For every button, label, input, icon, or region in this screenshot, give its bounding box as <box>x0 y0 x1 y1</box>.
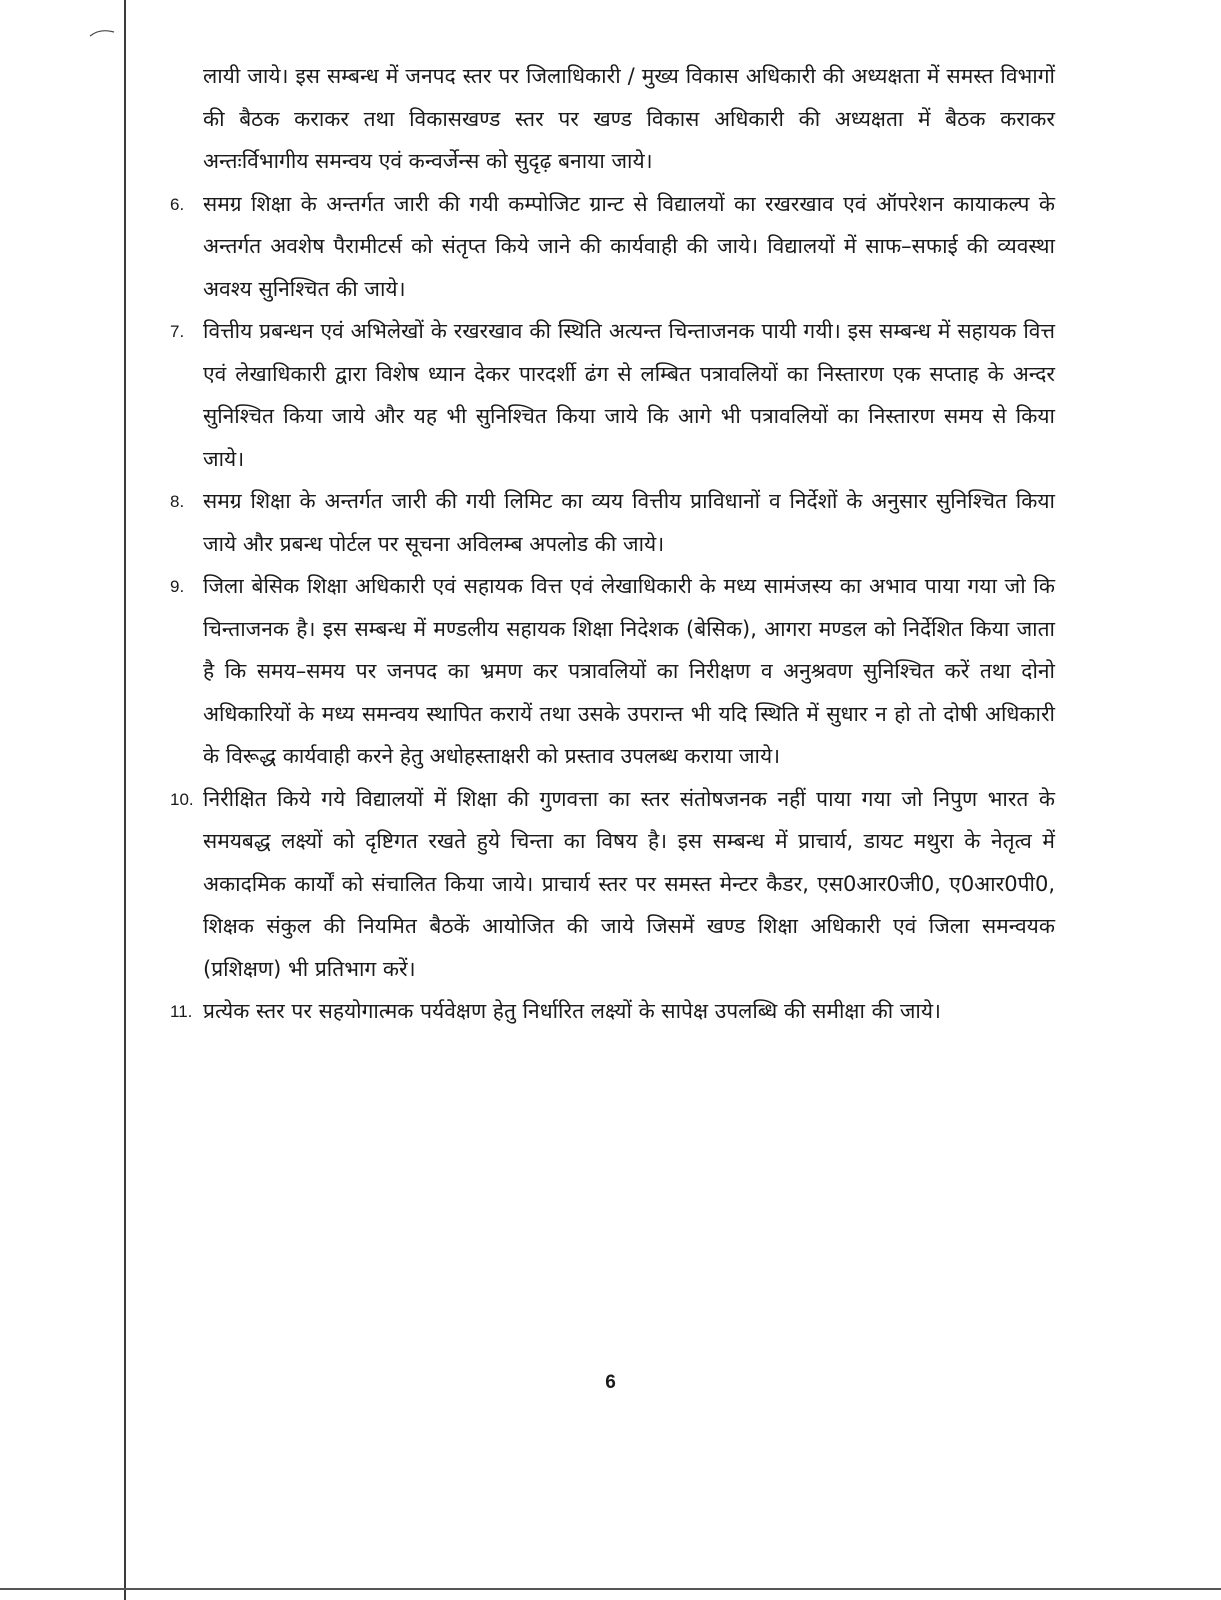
item-number: 11. <box>170 1002 193 1021</box>
item-text: समग्र शिक्षा के अन्तर्गत जारी की गयी कम्पोजिट ग्रान्ट से विद्यालयों का रखरखाव एवं ऑपरेशन कायाकल्प के अन्तर्गत अवशेष पैरामीटर्स को संतृप्त किये जाने की कार्यवाही की जाये। विद्यालयों में साफ–सफाई की व्यवस्था अवश्य सुनिश्चित की जाये। <box>203 191 1055 301</box>
scan-speck <box>88 28 116 38</box>
item-number: 10. <box>170 789 194 809</box>
item-text: प्रत्येक स्तर पर सहयोगात्मक पर्यवेक्षण हेतु निर्धारित लक्ष्यों के सापेक्ष उपलब्धि की समीक्षा की जाये। <box>203 999 942 1023</box>
list-item-10 <box>170 778 1055 991</box>
item-text: निरीक्षित किये गये विद्यालयों में शिक्षा की गुणवत्ता का स्तर संतोषजनक नहीं पाया गया जो निपुण भारत के समयबद्ध लक्ष्यों को दृष्टिगत रखते हुये चिन्ता का विषय है। इस सम्बन्ध में प्राचार्य, डायट मथुरा के नेतृत्व में अकादमिक कार्यों को संचालित किया जाये। प्राचार्य स्तर पर समस्त मेन्टर कैडर, एस0आर0जी0, ए0आर0पी0, शिक्षक संकुल की नियमित बैठकें आयोजित की जाये जिसमें खण्ड शिक्षा अधिकारी एवं जिला समन्वयक (प्रशिक्षण) भी प्रतिभाग करें। <box>203 786 1055 981</box>
scan-bottom-edge <box>0 1588 1221 1590</box>
list-item-11 <box>170 990 1055 1033</box>
item-number: 8. <box>170 492 185 511</box>
list-item-7 <box>170 310 1055 480</box>
scan-left-edge <box>124 0 126 1600</box>
page-number: 6 <box>605 1372 616 1393</box>
list-item-8 <box>170 480 1055 565</box>
item-text: वित्तीय प्रबन्धन एवं अभिलेखों के रखरखाव की स्थिति अत्यन्त चिन्ताजनक पायी गयी। इस सम्बन्ध में सहायक वित्त एवं लेखाधिकारी द्वारा विशेष ध्यान देकर पारदर्शी ढंग से लम्बित पत्रावलियों का निस्तारण एक सप्ताह के अन्दर सुनिश्चित किया जाये और यह भी सुनिश्चित किया जाये कि आगे भी पत्रावलियों का निस्तारण समय से किया जाये। <box>203 319 1055 471</box>
item-number: 6. <box>170 194 185 214</box>
list-item-9 <box>170 565 1055 778</box>
intro-paragraph: लायी जाये। इस सम्बन्ध में जनपद स्तर पर जिलाधिकारी / मुख्य विकास अधिकारी की अध्यक्षता में समस्त विभागों की बैठक कराकर तथा विकासखण्ड स्तर पर खण्ड विकास अधिकारी की अध्यक्षता में बैठक कराकर अन्तःर्विभागीय समन्वय एवं कन्वर्जेन्स को सुदृढ़ बनाया जाये। <box>203 64 1055 173</box>
item-text: समग्र शिक्षा के अन्तर्गत जारी की गयी लिमिट का व्यय वित्तीय प्राविधानों व निर्देशों के अनुसार सुनिश्चित किया जाये और प्रबन्ध पोर्टल पर सूचना अविलम्ब अपलोड की जाये। <box>203 489 1055 556</box>
item-number: 7. <box>170 322 185 341</box>
list-item-6 <box>170 183 1055 311</box>
document-page <box>170 55 1055 1033</box>
item-text: जिला बेसिक शिक्षा अधिकारी एवं सहायक वित्त एवं लेखाधिकारी के मध्य सामंजस्य का अभाव पाया गया जो कि चिन्ताजनक है। इस सम्बन्ध में मण्डलीय सहायक शिक्षा निदेशक (बेसिक), आगरा मण्डल को निर्देशित किया जाता है कि समय–समय पर जनपद का भ्रमण कर पत्रावलियों का निरीक्षण व अनुश्रवण सुनिश्चित करें तथा दोनो अधिकारियों के मध्य समन्वय स्थापित करायें तथा उसके उपरान्त भी यदि स्थिति में सुधार न हो तो दोषी अधिकारी के विरूद्ध कार्यवाही करने हेतु अधोहस्ताक्षरी को प्रस्ताव उपलब्ध कराया जाये। <box>203 574 1055 768</box>
item-number: 9. <box>170 577 185 596</box>
